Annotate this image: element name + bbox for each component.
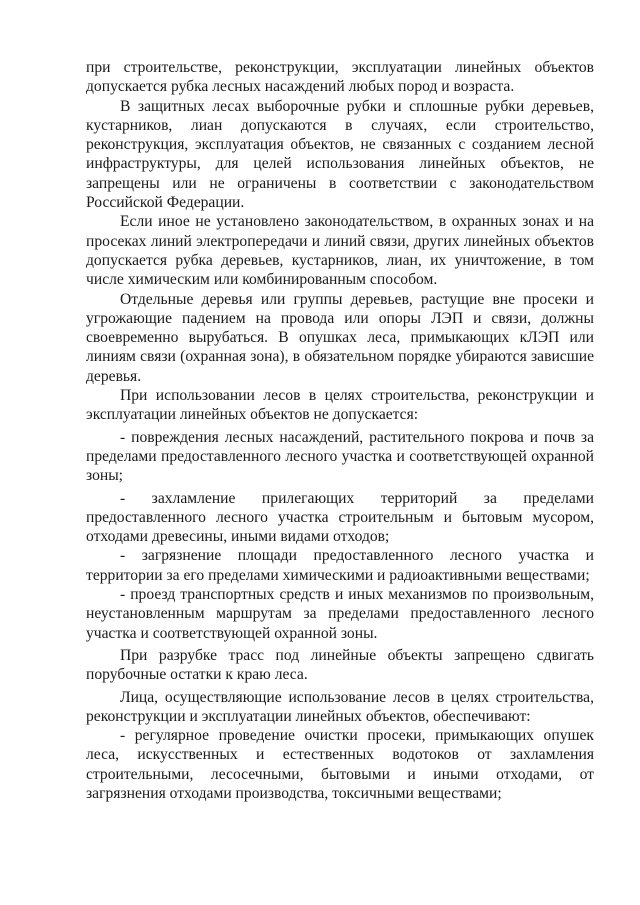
list-item-vehicle-passage: - проезд транспортных средств и иных механизмов по произвольным, неустановленным маршрутам за пределами предоставленного лесного участка и соответствующей охранной зоны. <box>86 586 594 642</box>
list-item-damage: - повреждения лесных насаждений, растительного покрова и почв за пределами предоставленного лесного участка и соответствующей охранной зоны; <box>86 428 594 485</box>
paragraph-not-allowed-intro: При использовании лесов в целях строительства, реконструкции и эксплуатации линейных объектов не допускается: <box>86 387 594 424</box>
list-item-littering: - захламление прилегающих территорий за пределами предоставленного лесного участка строительным и бытовым мусором, отходами древесины, иными видами отходов; <box>86 489 594 546</box>
document-page <box>86 58 594 803</box>
paragraph-continuation: при строительстве, реконструкции, эксплуатации линейных объектов допускается рубка лесных насаждений любых пород и возраста. <box>86 59 594 96</box>
paragraph-obligations-intro: Лица, осуществляющие использование лесов в целях строительства, реконструкции и эксплуатации линейных объектов, обеспечивают: <box>86 688 594 725</box>
list-item-regular-cleaning: - регулярное проведение очистки просеки, примыкающих опушек леса, искусственных и естественных водотоков от захламления строительными, лесосечными, бытовыми и иными отходами, от загрязнения отходами производства, токсичными веществами; <box>86 727 594 802</box>
paragraph-clearing-routes: При разрубке трасс под линейные объекты запрещено сдвигать порубочные остатки к краю леса. <box>86 646 594 684</box>
paragraph-separate-trees: Отдельные деревья или группы деревьев, растущие вне просеки и угрожающие падением на провода или опоры ЛЭП и связи, должны своевременно вырубаться. В опушках леса, примыкающих кЛЭП или линиям связи (охранная зона), в обязательном порядке убираются зависшие деревья. <box>86 290 594 385</box>
paragraph-protective-forests: В защитных лесах выборочные рубки и сплошные рубки деревьев, кустарников, лиан допускаются в случаях, если строительство, реконструкция, эксплуатация объектов, не связанных с созданием лесной инфраструктуры, для целей использования линейных объектов, не запрещены или не ограничены в соответствии с законодательством Российской Федерации. <box>86 97 594 212</box>
paragraph-protection-zones: Если иное не установлено законодательством, в охранных зонах и на просеках линий электропередачи и линий связи, других линейных объектов допускается рубка деревьев, кустарников, лиан, их уничтожение, в том числе химическим или комбинированным способом. <box>86 213 594 289</box>
list-item-pollution: - загрязнение площади предоставленного лесного участка и территории за его пределами химическими и радиоактивными веществами; <box>86 547 594 584</box>
